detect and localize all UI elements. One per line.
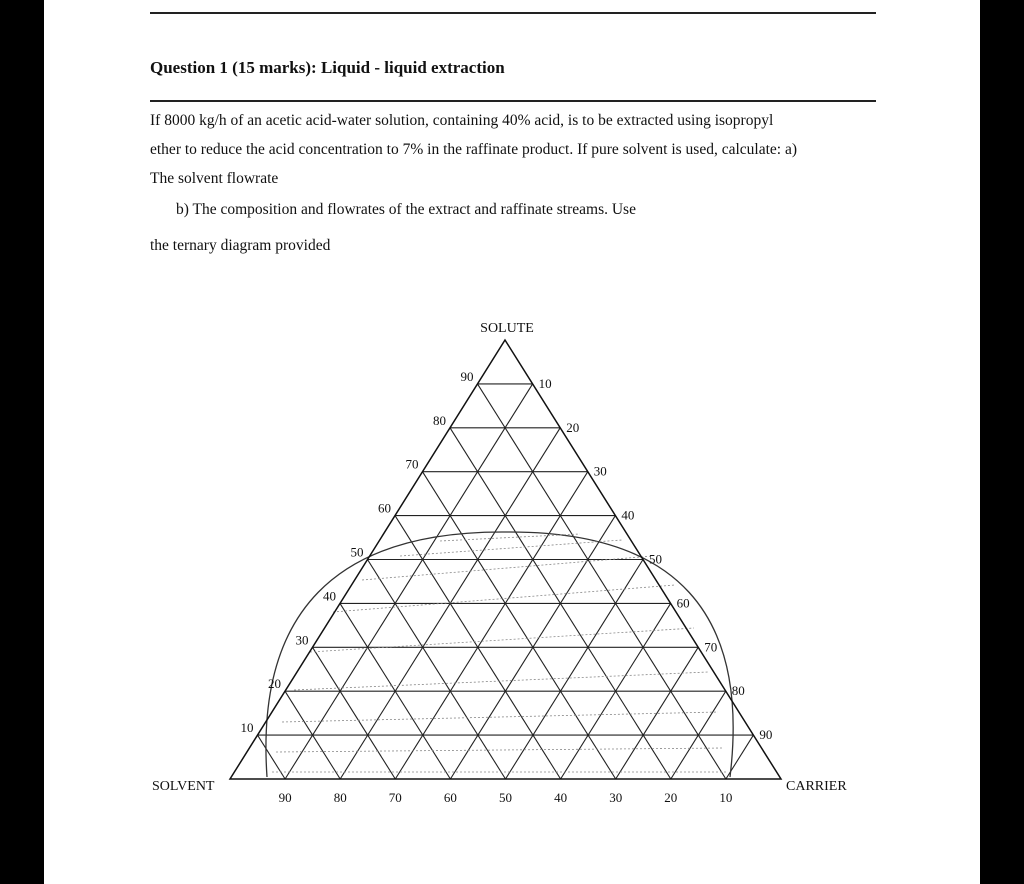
grid-line-parallel-right <box>478 384 726 779</box>
tie-line <box>294 672 708 690</box>
problem-line-2: ether to reduce the acid concentration to 7% in the raffinate product. If pure solvent is used, calculate: a) <box>150 141 798 158</box>
grid-line-parallel-right <box>423 472 616 779</box>
left-tick-label: 80 <box>433 412 446 428</box>
bottom-tick-label: 20 <box>664 790 678 805</box>
right-tick-label: 20 <box>566 419 580 435</box>
left-tick-label: 10 <box>240 720 254 736</box>
left-tick-label: 30 <box>295 632 309 648</box>
grid-line-parallel-left <box>616 647 699 779</box>
left-edge-tick-labels <box>241 369 474 735</box>
bottom-tick-label: 50 <box>499 790 512 805</box>
right-tick-label: 90 <box>759 727 773 743</box>
right-tick-label: 40 <box>621 507 635 523</box>
grid-line-parallel-left <box>285 384 532 779</box>
left-tick-label: 70 <box>405 456 419 472</box>
grid-line-parallel-left <box>506 560 644 780</box>
right-tick-label: 50 <box>649 551 662 567</box>
bottom-tick-label: 90 <box>278 790 292 805</box>
tie-line <box>333 585 675 612</box>
binodal-curve <box>266 532 733 777</box>
left-tick-label: 60 <box>378 500 391 516</box>
problem-line-1: If 8000 kg/h of an acetic acid-water solution, containing 40% acid, is to be extracted using isopropyl <box>150 112 774 129</box>
bottom-tick-label: 60 <box>443 790 457 805</box>
problem-line-3: The solvent flowrate <box>150 170 279 187</box>
ternary-grid <box>258 384 754 779</box>
bottom-tick-label: 70 <box>388 790 402 805</box>
grid-line-parallel-right <box>313 647 396 779</box>
solute-label: SOLUTE <box>480 321 534 336</box>
bottom-tick-label: 40 <box>554 790 568 805</box>
right-tick-label: 30 <box>593 463 607 479</box>
left-tick-label: 50 <box>350 544 364 560</box>
bottom-tick-label: 80 <box>333 790 347 805</box>
bottom-edge-tick-labels <box>279 790 733 805</box>
grid-line-parallel-right <box>368 560 506 780</box>
part-b-text: b) The composition and flowrates of the extract and raffinate streams. Use <box>176 201 636 218</box>
left-tick-label: 40 <box>323 588 336 604</box>
tie-line <box>276 748 724 752</box>
left-tick-label: 20 <box>268 676 281 692</box>
question-heading: Question 1 (15 marks): Liquid - liquid extraction <box>150 58 505 77</box>
carrier-label: CARRIER <box>786 779 847 794</box>
bottom-tick-label: 10 <box>719 790 733 805</box>
right-tick-label: 10 <box>538 375 552 391</box>
part-b-continuation: the ternary diagram provided <box>150 237 331 254</box>
grid-line-parallel-right <box>258 735 286 779</box>
right-tick-label: 70 <box>704 639 718 655</box>
bottom-tick-label: 30 <box>609 790 623 805</box>
solvent-label: SOLVENT <box>152 779 215 794</box>
tie-lines <box>272 534 728 772</box>
tie-line <box>310 628 694 652</box>
left-tick-label: 90 <box>460 368 474 384</box>
grid-line-parallel-left <box>395 472 588 779</box>
right-tick-label: 60 <box>676 595 690 611</box>
right-tick-label: 80 <box>731 683 745 699</box>
